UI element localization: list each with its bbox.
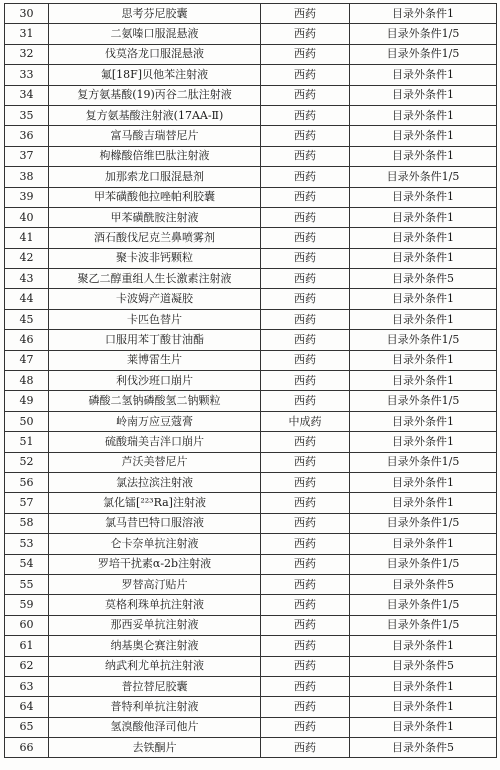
table-row [5, 146, 497, 166]
condition-cell: 目录外条件1 [350, 207, 497, 227]
drug-type-cell: 西药 [261, 534, 350, 554]
table-row [5, 574, 497, 594]
row-number-cell: 59 [5, 595, 49, 615]
table-row [5, 534, 497, 554]
condition-cell: 目录外条件1 [350, 371, 497, 391]
drug-type-cell: 西药 [261, 24, 350, 44]
row-number-cell: 31 [5, 24, 49, 44]
table-row [5, 554, 497, 574]
row-number-cell: 56 [5, 472, 49, 492]
row-number-cell: 34 [5, 85, 49, 105]
table-row [5, 44, 497, 64]
row-number-cell: 44 [5, 289, 49, 309]
condition-cell: 目录外条件1 [350, 309, 497, 329]
drug-type-cell: 西药 [261, 207, 350, 227]
condition-cell: 目录外条件1/5 [350, 615, 497, 635]
drug-name-cell: 氟[18F]贝他苯注射液 [49, 65, 261, 85]
drug-name-cell: 伐莫洛龙口服混悬液 [49, 44, 261, 64]
table-row [5, 167, 497, 187]
drug-type-cell: 西药 [261, 452, 350, 472]
drug-name-cell: 磷酸二氢钠磷酸氢二钠颗粒 [49, 391, 261, 411]
row-number-cell: 30 [5, 4, 49, 24]
drug-name-cell: 复方氨基酸注射液(17AA-Ⅱ) [49, 105, 261, 125]
drug-name-cell: 去铁酮片 [49, 738, 261, 758]
drug-name-cell: 富马酸吉瑞替尼片 [49, 126, 261, 146]
condition-cell: 目录外条件1 [350, 697, 497, 717]
condition-cell: 目录外条件1 [350, 350, 497, 370]
condition-cell: 目录外条件1 [350, 146, 497, 166]
drug-type-cell: 西药 [261, 432, 350, 452]
table-row [5, 676, 497, 696]
table-row [5, 738, 497, 758]
drug-type-cell: 西药 [261, 371, 350, 391]
row-number-cell: 48 [5, 371, 49, 391]
drug-name-cell: 氢溴酸他泽司他片 [49, 717, 261, 737]
drug-type-cell: 西药 [261, 697, 350, 717]
condition-cell: 目录外条件1/5 [350, 24, 497, 44]
drug-type-cell: 西药 [261, 187, 350, 207]
condition-cell: 目录外条件1 [350, 636, 497, 656]
row-number-cell: 60 [5, 615, 49, 635]
table-row [5, 350, 497, 370]
drug-name-cell: 酒石酸伐尼克兰鼻喷雾剂 [49, 228, 261, 248]
condition-cell: 目录外条件1/5 [350, 330, 497, 350]
drug-name-cell: 卡波姆产道凝胶 [49, 289, 261, 309]
drug-type-cell: 中成药 [261, 411, 350, 431]
row-number-cell: 33 [5, 65, 49, 85]
drug-type-cell: 西药 [261, 391, 350, 411]
drug-name-cell: 二氨嗪口服混悬液 [49, 24, 261, 44]
table-row [5, 697, 497, 717]
drug-type-cell: 西药 [261, 717, 350, 737]
table-row [5, 493, 497, 513]
drug-name-cell: 纳武利尤单抗注射液 [49, 656, 261, 676]
drug-type-cell: 西药 [261, 595, 350, 615]
drug-name-cell: 氯法拉滨注射液 [49, 472, 261, 492]
row-number-cell: 62 [5, 656, 49, 676]
drug-type-cell: 西药 [261, 65, 350, 85]
drug-name-cell: 罗替高汀贴片 [49, 574, 261, 594]
condition-cell: 目录外条件1 [350, 534, 497, 554]
table-row [5, 4, 497, 24]
condition-cell: 目录外条件1 [350, 4, 497, 24]
condition-cell: 目录外条件1 [350, 717, 497, 737]
drug-name-cell: 思考芬尼胶囊 [49, 4, 261, 24]
drug-name-cell: 聚乙二醇重组人生长激素注射液 [49, 269, 261, 289]
table-row [5, 391, 497, 411]
drug-type-cell: 西药 [261, 636, 350, 656]
row-number-cell: 52 [5, 452, 49, 472]
row-number-cell: 41 [5, 228, 49, 248]
table-row [5, 24, 497, 44]
condition-cell: 目录外条件1 [350, 676, 497, 696]
drug-list-body [5, 4, 497, 758]
condition-cell: 目录外条件1/5 [350, 554, 497, 574]
drug-list-table [4, 3, 497, 758]
drug-name-cell: 利伐沙班口崩片 [49, 371, 261, 391]
drug-type-cell: 西药 [261, 167, 350, 187]
drug-name-cell: 氯化镭[²²³Ra]注射液 [49, 493, 261, 513]
table-row [5, 248, 497, 268]
table-row [5, 187, 497, 207]
drug-type-cell: 西药 [261, 615, 350, 635]
drug-type-cell: 西药 [261, 269, 350, 289]
drug-name-cell: 硫酸瑞美吉泮口崩片 [49, 432, 261, 452]
drug-type-cell: 西药 [261, 309, 350, 329]
row-number-cell: 61 [5, 636, 49, 656]
table-row [5, 269, 497, 289]
row-number-cell: 50 [5, 411, 49, 431]
table-row [5, 289, 497, 309]
row-number-cell: 51 [5, 432, 49, 452]
drug-name-cell: 口服用苯丁酸甘油酯 [49, 330, 261, 350]
condition-cell: 目录外条件1 [350, 432, 497, 452]
drug-type-cell: 西药 [261, 4, 350, 24]
drug-name-cell: 莫格利珠单抗注射液 [49, 595, 261, 615]
drug-type-cell: 西药 [261, 513, 350, 533]
condition-cell: 目录外条件5 [350, 574, 497, 594]
row-number-cell: 36 [5, 126, 49, 146]
drug-name-cell: 岭南万应豆蔻膏 [49, 411, 261, 431]
drug-name-cell: 聚卡波非钙颗粒 [49, 248, 261, 268]
drug-name-cell: 氯马昔巴特口服溶液 [49, 513, 261, 533]
row-number-cell: 43 [5, 269, 49, 289]
table-row [5, 717, 497, 737]
row-number-cell: 63 [5, 676, 49, 696]
drug-type-cell: 西药 [261, 574, 350, 594]
table-row [5, 65, 497, 85]
row-number-cell: 35 [5, 105, 49, 125]
table-row [5, 228, 497, 248]
drug-name-cell: 甲苯磺酰胺注射液 [49, 207, 261, 227]
table-row [5, 126, 497, 146]
table-row [5, 371, 497, 391]
drug-name-cell: 枸橼酸倍维巴肽注射液 [49, 146, 261, 166]
row-number-cell: 54 [5, 554, 49, 574]
condition-cell: 目录外条件1 [350, 228, 497, 248]
drug-type-cell: 西药 [261, 554, 350, 574]
table-row [5, 411, 497, 431]
condition-cell: 目录外条件1 [350, 289, 497, 309]
condition-cell: 目录外条件1 [350, 105, 497, 125]
drug-type-cell: 西药 [261, 472, 350, 492]
table-row [5, 432, 497, 452]
table-row [5, 615, 497, 635]
row-number-cell: 32 [5, 44, 49, 64]
row-number-cell: 47 [5, 350, 49, 370]
condition-cell: 目录外条件1 [350, 65, 497, 85]
drug-type-cell: 西药 [261, 248, 350, 268]
drug-type-cell: 西药 [261, 738, 350, 758]
drug-name-cell: 卡匹色替片 [49, 309, 261, 329]
table-row [5, 452, 497, 472]
row-number-cell: 42 [5, 248, 49, 268]
row-number-cell: 45 [5, 309, 49, 329]
row-number-cell: 39 [5, 187, 49, 207]
drug-type-cell: 西药 [261, 493, 350, 513]
condition-cell: 目录外条件1/5 [350, 44, 497, 64]
condition-cell: 目录外条件1/5 [350, 452, 497, 472]
condition-cell: 目录外条件5 [350, 738, 497, 758]
drug-name-cell: 复方氨基酸(19)丙谷二肽注射液 [49, 85, 261, 105]
drug-name-cell: 加那索龙口服混悬剂 [49, 167, 261, 187]
drug-name-cell: 罗培干扰素α-2b注射液 [49, 554, 261, 574]
drug-name-cell: 那西妥单抗注射液 [49, 615, 261, 635]
row-number-cell: 49 [5, 391, 49, 411]
condition-cell: 目录外条件1/5 [350, 595, 497, 615]
table-row [5, 309, 497, 329]
drug-name-cell: 仑卡奈单抗注射液 [49, 534, 261, 554]
drug-type-cell: 西药 [261, 228, 350, 248]
condition-cell: 目录外条件1 [350, 493, 497, 513]
condition-cell: 目录外条件5 [350, 656, 497, 676]
row-number-cell: 58 [5, 513, 49, 533]
drug-name-cell: 芦沃美替尼片 [49, 452, 261, 472]
row-number-cell: 57 [5, 493, 49, 513]
condition-cell: 目录外条件1 [350, 126, 497, 146]
drug-type-cell: 西药 [261, 330, 350, 350]
condition-cell: 目录外条件1 [350, 472, 497, 492]
drug-type-cell: 西药 [261, 146, 350, 166]
table-row [5, 636, 497, 656]
drug-name-cell: 普拉替尼胶囊 [49, 676, 261, 696]
row-number-cell: 37 [5, 146, 49, 166]
drug-type-cell: 西药 [261, 656, 350, 676]
row-number-cell: 38 [5, 167, 49, 187]
condition-cell: 目录外条件1/5 [350, 391, 497, 411]
table-row [5, 472, 497, 492]
row-number-cell: 53 [5, 534, 49, 554]
row-number-cell: 66 [5, 738, 49, 758]
drug-type-cell: 西药 [261, 85, 350, 105]
drug-name-cell: 普特利单抗注射液 [49, 697, 261, 717]
drug-type-cell: 西药 [261, 126, 350, 146]
table-row [5, 85, 497, 105]
row-number-cell: 64 [5, 697, 49, 717]
drug-type-cell: 西药 [261, 350, 350, 370]
table-row [5, 595, 497, 615]
drug-name-cell: 甲苯磺酸他拉唑帕利胶囊 [49, 187, 261, 207]
row-number-cell: 46 [5, 330, 49, 350]
table-row [5, 656, 497, 676]
condition-cell: 目录外条件1 [350, 411, 497, 431]
row-number-cell: 55 [5, 574, 49, 594]
table-row [5, 207, 497, 227]
row-number-cell: 65 [5, 717, 49, 737]
drug-type-cell: 西药 [261, 44, 350, 64]
row-number-cell: 40 [5, 207, 49, 227]
table-row [5, 330, 497, 350]
condition-cell: 目录外条件1 [350, 248, 497, 268]
table-row [5, 513, 497, 533]
condition-cell: 目录外条件1/5 [350, 513, 497, 533]
condition-cell: 目录外条件1 [350, 85, 497, 105]
condition-cell: 目录外条件5 [350, 269, 497, 289]
condition-cell: 目录外条件1/5 [350, 167, 497, 187]
drug-name-cell: 莱博雷生片 [49, 350, 261, 370]
condition-cell: 目录外条件1 [350, 187, 497, 207]
drug-type-cell: 西药 [261, 289, 350, 309]
drug-type-cell: 西药 [261, 676, 350, 696]
drug-type-cell: 西药 [261, 105, 350, 125]
drug-name-cell: 纳基奥仑赛注射液 [49, 636, 261, 656]
table-row [5, 105, 497, 125]
